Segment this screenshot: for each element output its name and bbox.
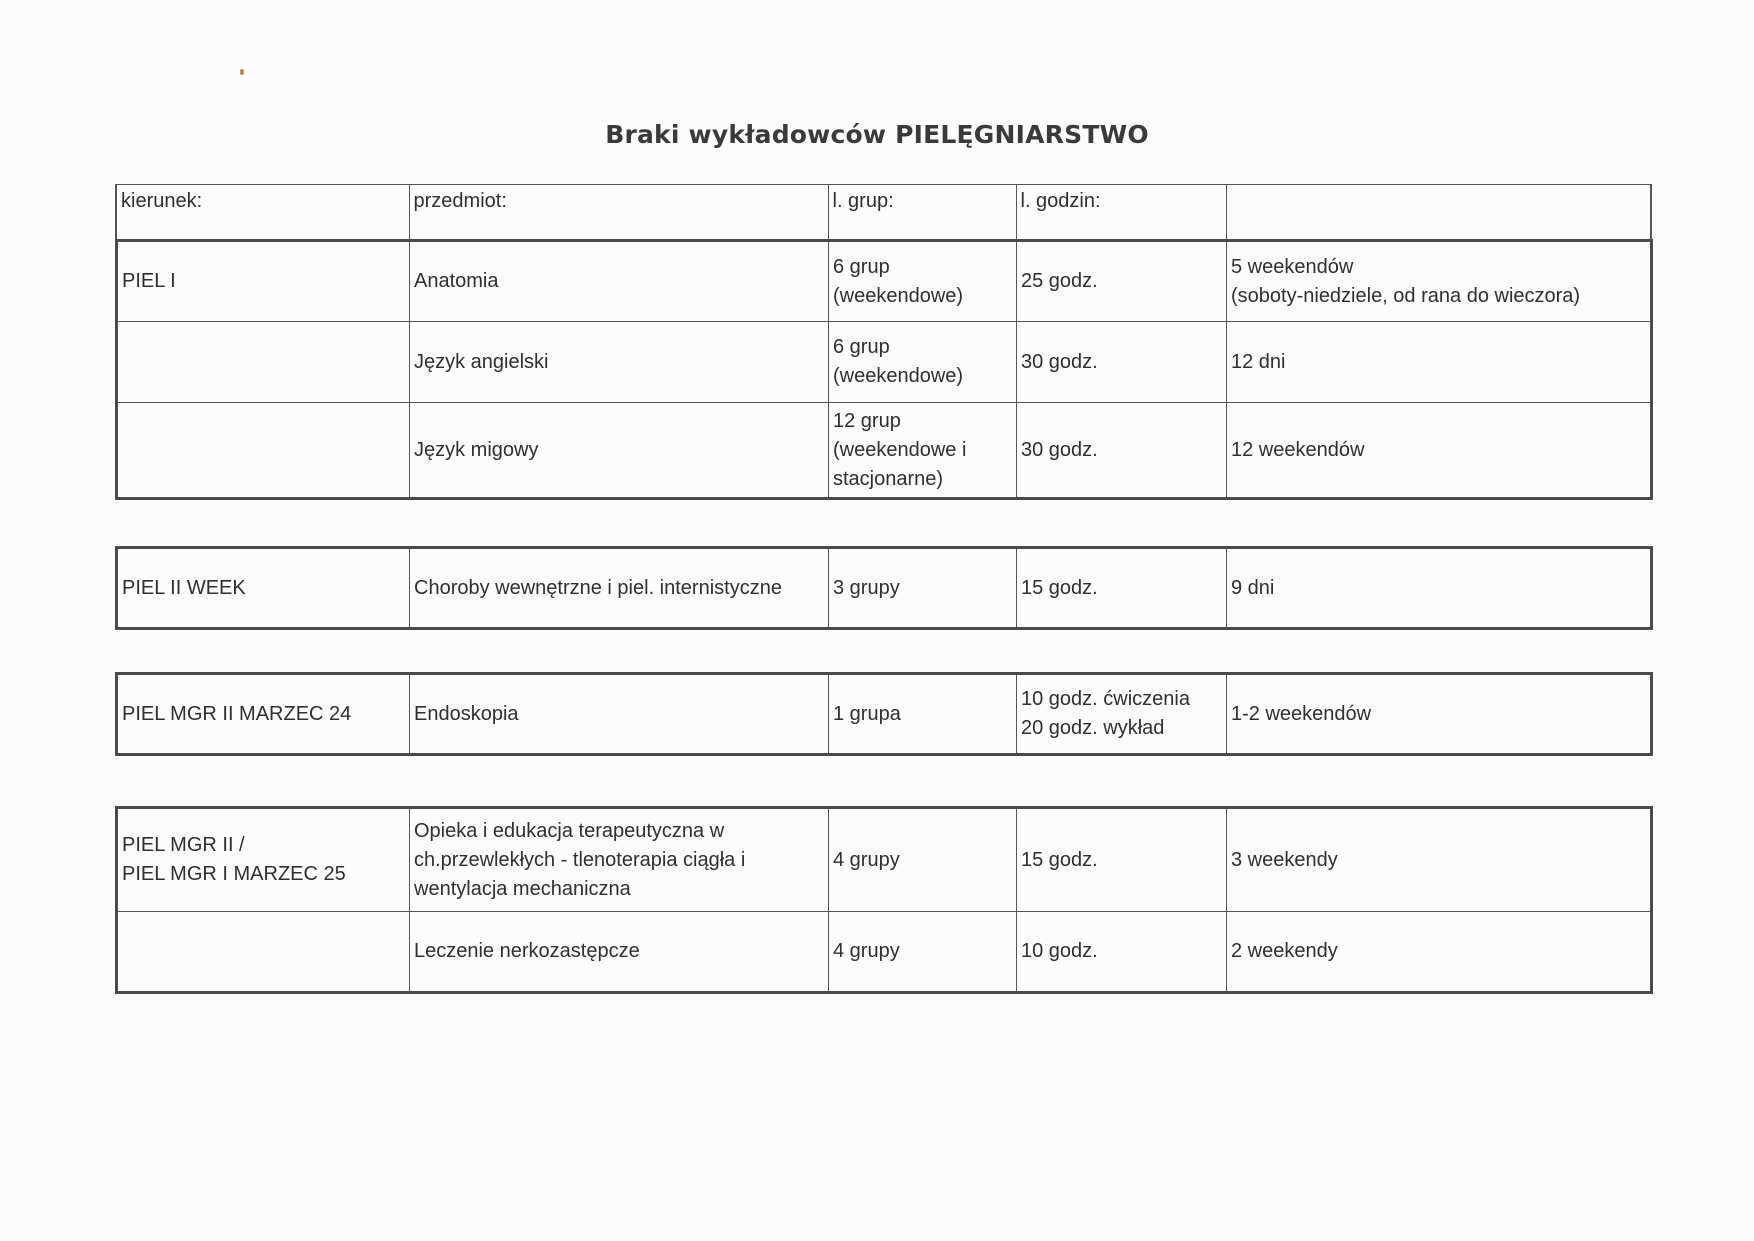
cell-line: (weekendowe) — [833, 284, 964, 307]
cell-godzin — [1017, 674, 1227, 755]
table-row — [117, 403, 1652, 499]
cell-line: 5 weekendów — [1231, 255, 1354, 278]
cell-uwagi: 2 weekendy — [1227, 912, 1652, 993]
table-row — [117, 912, 1652, 993]
cell-kierunek — [117, 808, 410, 912]
cell-uwagi: 12 weekendów — [1227, 403, 1652, 499]
cell-przedmiot: Endoskopia — [410, 674, 829, 755]
header-godzin: l. godzin: — [1016, 185, 1226, 240]
cell-line: 6 grup — [833, 255, 890, 278]
cell-przedmiot: Leczenie nerkozastępcze — [410, 912, 829, 993]
cell-line: (weekendowe i — [833, 438, 967, 461]
cell-line: wentylacja mechaniczna — [414, 877, 631, 900]
header-table — [115, 184, 1652, 240]
table-row — [117, 241, 1652, 322]
table-row — [117, 808, 1652, 912]
cell-uwagi: 1-2 weekendów — [1227, 674, 1652, 755]
scan-speck — [240, 69, 244, 75]
table-block-piel-ii-week — [115, 546, 1653, 630]
table-block-piel-i — [115, 239, 1653, 500]
header-row — [116, 185, 1651, 240]
cell-grup: 4 grupy — [829, 808, 1017, 912]
cell-line: 10 godz. ćwiczenia — [1021, 688, 1190, 710]
table-block-piel-mgr-marzec-25 — [115, 806, 1653, 994]
cell-uwagi: 9 dni — [1227, 548, 1652, 629]
cell-grup: 4 grupy — [829, 912, 1017, 993]
header-empty — [1226, 185, 1651, 240]
header-grup: l. grup: — [828, 185, 1016, 240]
cell-grup — [829, 241, 1017, 322]
cell-kierunek — [117, 322, 410, 403]
cell-grup — [829, 322, 1017, 403]
cell-line: 6 grup — [833, 336, 890, 358]
cell-przedmiot: Język migowy — [410, 403, 829, 499]
cell-godzin: 15 godz. — [1017, 548, 1227, 629]
cell-line: Opieka i edukacja terapeutyczna w — [414, 819, 725, 842]
header-kierunek: kierunek: — [116, 185, 409, 240]
cell-przedmiot: Anatomia — [410, 241, 829, 322]
page-title: Braki wykładowców PIELĘGNIARSTWO — [605, 120, 1149, 149]
cell-kierunek: PIEL I — [117, 241, 410, 322]
cell-kierunek — [117, 912, 410, 993]
table-block-piel-mgr-ii-marzec-24 — [115, 672, 1653, 756]
cell-kierunek: PIEL MGR II MARZEC 24 — [117, 674, 410, 755]
cell-kierunek: PIEL II WEEK — [117, 548, 410, 629]
cell-line: (soboty-niedziele, od rana do wieczora) — [1231, 284, 1581, 307]
cell-line: PIEL MGR II / — [122, 834, 245, 856]
cell-godzin: 15 godz. — [1017, 808, 1227, 912]
cell-przedmiot: Choroby wewnętrzne i piel. internistyczne — [410, 548, 829, 629]
cell-line: PIEL MGR I MARZEC 25 — [122, 863, 346, 885]
cell-godzin: 30 godz. — [1017, 403, 1227, 499]
cell-line: stacjonarne) — [833, 467, 944, 490]
cell-line: (weekendowe) — [833, 365, 964, 387]
cell-grup: 3 grupy — [829, 548, 1017, 629]
cell-line: ch.przewlekłych - tlenoterapia ciągła i — [414, 848, 746, 871]
cell-godzin: 25 godz. — [1017, 241, 1227, 322]
cell-uwagi: 3 weekendy — [1227, 808, 1652, 912]
cell-godzin: 30 godz. — [1017, 322, 1227, 403]
cell-kierunek — [117, 403, 410, 499]
header-przedmiot: przedmiot: — [409, 185, 828, 240]
cell-line: 20 godz. wykład — [1021, 717, 1165, 739]
cell-grup: 1 grupa — [829, 674, 1017, 755]
table-row — [117, 322, 1652, 403]
table-row — [117, 548, 1652, 629]
cell-grup — [829, 403, 1017, 499]
table-row — [117, 674, 1652, 755]
cell-przedmiot: Język angielski — [410, 322, 829, 403]
cell-line: 12 grup — [833, 409, 901, 432]
cell-przedmiot — [410, 808, 829, 912]
cell-uwagi — [1227, 241, 1652, 322]
cell-godzin: 10 godz. — [1017, 912, 1227, 993]
cell-uwagi: 12 dni — [1227, 322, 1652, 403]
